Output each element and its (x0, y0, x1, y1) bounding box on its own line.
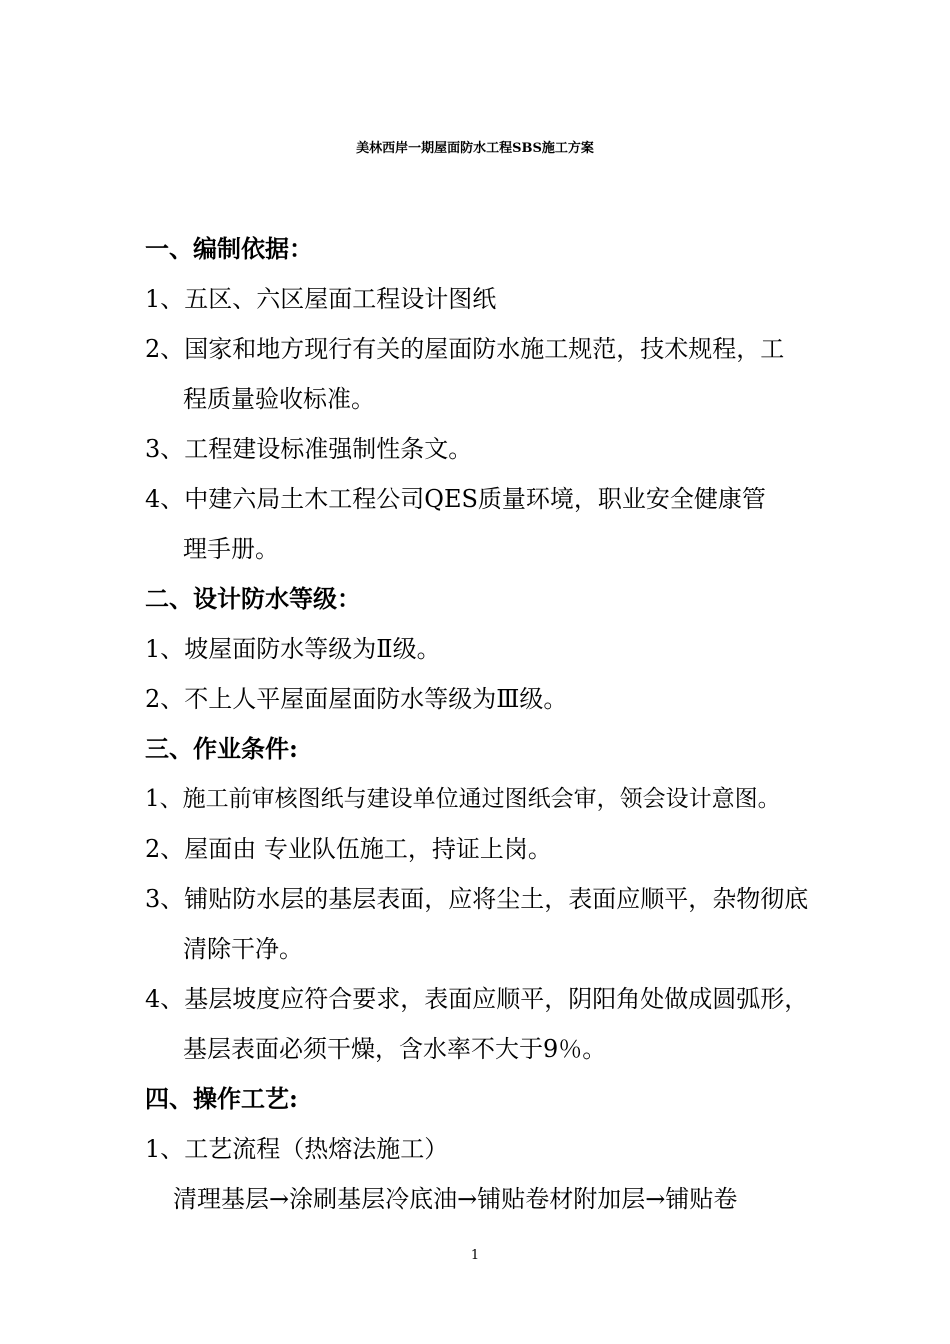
paragraph-line-continuation: 程质量验收标准。 (183, 385, 375, 413)
section-heading-3: 三、作业条件: (145, 734, 298, 763)
paragraph-line: 清理基层→涂刷基层冷底油→铺贴卷材附加层→铺贴卷 (173, 1185, 738, 1213)
paragraph-line-continuation: 基层表面必须干燥，含水率不大于9％。 (183, 1035, 607, 1063)
paragraph-line: 1、坡屋面防水等级为Ⅱ级。 (145, 635, 441, 663)
paragraph-line-continuation: 清除干净。 (183, 935, 303, 963)
paragraph-line: 1、施工前审核图纸与建设单位通过图纸会审，领会设计意图。 (145, 786, 781, 812)
paragraph-line: 3、工程建设标准强制性条文。 (145, 435, 473, 463)
section-heading-4: 四、操作工艺: (145, 1084, 298, 1113)
paragraph-line: 2、屋面由 专业队伍施工，持证上岗。 (145, 835, 552, 863)
paragraph-line: 4、基层坡度应符合要求，表面应顺平，阴阳角处做成圆弧形， (145, 985, 809, 1013)
paragraph-line: 1、工艺流程（热熔法施工） (145, 1135, 449, 1163)
paragraph-line: 1、五区、六区屋面工程设计图纸 (145, 285, 497, 313)
paragraph-line-continuation: 理手册。 (183, 535, 279, 563)
document-title: 美林西岸一期屋面防水工程SBS施工方案 (356, 141, 594, 156)
paragraph-line: 2、国家和地方现行有关的屋面防水施工规范，技术规程，工 (145, 335, 785, 363)
page-number: 1 (470, 1248, 480, 1263)
paragraph-line: 2、不上人平屋面屋面防水等级为Ⅲ级。 (145, 685, 568, 713)
paragraph-line: 4、中建六局土木工程公司QES质量环境，职业安全健康管 (145, 485, 766, 513)
section-heading-2: 二、设计防水等级： (145, 584, 361, 613)
paragraph-line: 3、铺贴防水层的基层表面，应将尘土，表面应顺平，杂物彻底 (145, 885, 809, 913)
section-heading-1: 一、编制依据： (145, 234, 313, 263)
